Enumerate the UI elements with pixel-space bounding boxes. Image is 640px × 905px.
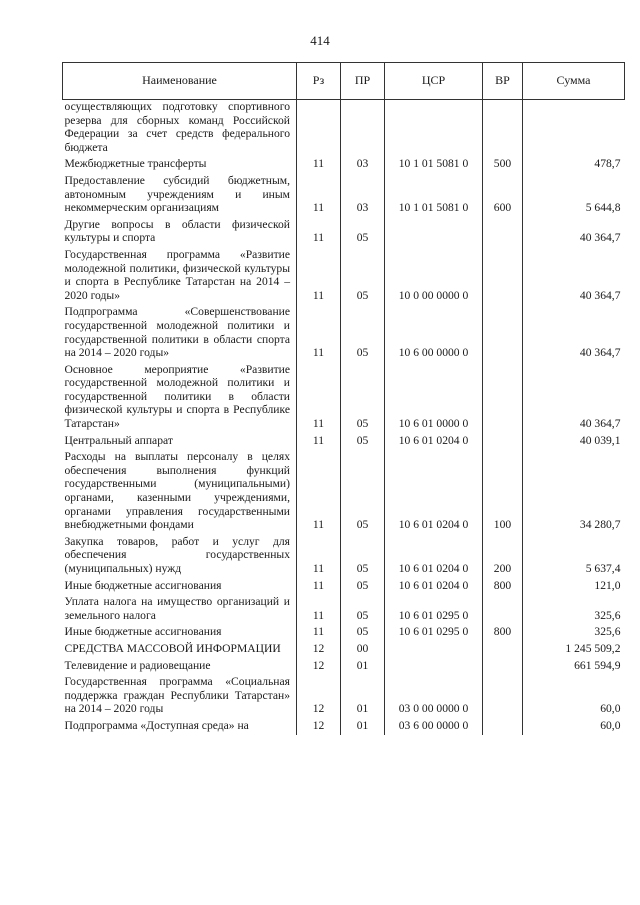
table-row (63, 674, 625, 718)
row-csr: 10 6 01 0204 0 (385, 578, 483, 595)
row-vr: 500 (483, 156, 523, 173)
row-sum: 121,0 (523, 578, 625, 595)
row-sum: 5 637,4 (523, 534, 625, 578)
header-pr: ПР (341, 63, 385, 100)
row-csr (385, 658, 483, 675)
row-pr: 05 (341, 594, 385, 624)
table-row (63, 449, 625, 534)
header-name: Наименование (63, 63, 297, 100)
table-row (63, 362, 625, 433)
row-sum: 325,6 (523, 624, 625, 641)
row-vr (483, 433, 523, 450)
row-name: Уплата налога на имущество организаций и земельного налога (63, 594, 297, 624)
row-rz: 12 (297, 718, 341, 735)
row-csr (385, 217, 483, 247)
table-header-row (63, 63, 625, 100)
row-vr: 800 (483, 624, 523, 641)
row-vr (483, 362, 523, 433)
row-vr (483, 217, 523, 247)
row-vr (483, 304, 523, 361)
row-vr (483, 658, 523, 675)
row-rz: 11 (297, 247, 341, 304)
table-row (63, 156, 625, 173)
row-rz: 11 (297, 173, 341, 217)
row-csr: 10 1 01 5081 0 (385, 173, 483, 217)
table-row (63, 641, 625, 658)
row-name: Иные бюджетные ассигнования (63, 624, 297, 641)
row-sum: 478,7 (523, 156, 625, 173)
row-pr: 03 (341, 173, 385, 217)
row-name: СРЕДСТВА МАССОВОЙ ИНФОРМАЦИИ (63, 641, 297, 658)
row-pr: 05 (341, 362, 385, 433)
row-pr: 05 (341, 449, 385, 534)
row-csr: 10 6 01 0295 0 (385, 624, 483, 641)
row-csr (385, 100, 483, 157)
row-pr: 01 (341, 674, 385, 718)
row-pr (341, 100, 385, 157)
row-rz: 11 (297, 624, 341, 641)
row-pr: 05 (341, 534, 385, 578)
row-sum (523, 100, 625, 157)
row-sum: 40 039,1 (523, 433, 625, 450)
row-csr: 10 0 00 0000 0 (385, 247, 483, 304)
header-csr: ЦСР (385, 63, 483, 100)
header-vr: ВР (483, 63, 523, 100)
table-row (63, 247, 625, 304)
row-name: Телевидение и радиовещание (63, 658, 297, 675)
row-sum: 60,0 (523, 674, 625, 718)
table-row (63, 433, 625, 450)
row-pr: 01 (341, 658, 385, 675)
row-vr (483, 641, 523, 658)
row-pr: 05 (341, 624, 385, 641)
row-sum: 661 594,9 (523, 658, 625, 675)
row-name: Центральный аппарат (63, 433, 297, 450)
row-rz: 11 (297, 594, 341, 624)
row-csr: 03 6 00 0000 0 (385, 718, 483, 735)
table-row (63, 718, 625, 735)
row-rz: 11 (297, 217, 341, 247)
row-rz: 11 (297, 362, 341, 433)
header-sum: Сумма (523, 63, 625, 100)
table-row (63, 100, 625, 157)
table-row (63, 594, 625, 624)
row-name: Закупка товаров, работ и услуг для обеспечения государственных (муниципальных) нужд (63, 534, 297, 578)
row-csr: 10 6 01 0204 0 (385, 534, 483, 578)
row-vr: 100 (483, 449, 523, 534)
table-row (63, 173, 625, 217)
row-sum: 40 364,7 (523, 362, 625, 433)
page-number: 414 (310, 33, 330, 48)
row-csr: 03 0 00 0000 0 (385, 674, 483, 718)
row-pr: 05 (341, 247, 385, 304)
budget-table (62, 62, 625, 735)
row-sum: 40 364,7 (523, 217, 625, 247)
row-sum: 5 644,8 (523, 173, 625, 217)
table-row (63, 658, 625, 675)
row-pr: 01 (341, 718, 385, 735)
header-rz: Рз (297, 63, 341, 100)
table-row (63, 534, 625, 578)
row-sum: 40 364,7 (523, 304, 625, 361)
row-vr (483, 247, 523, 304)
row-rz: 11 (297, 578, 341, 595)
table-row (63, 217, 625, 247)
row-rz: 11 (297, 449, 341, 534)
row-csr: 10 6 01 0204 0 (385, 449, 483, 534)
row-csr: 10 6 01 0295 0 (385, 594, 483, 624)
row-name: Государственная программа «Социальная поддержка граждан Республики Татарстан» на 2014 – 2020 годы (63, 674, 297, 718)
row-name: Предоставление субсидий бюджетным, автономным учреждениям и иным некоммерческим организациям (63, 173, 297, 217)
row-csr: 10 1 01 5081 0 (385, 156, 483, 173)
table-row (63, 304, 625, 361)
row-vr (483, 594, 523, 624)
row-sum: 325,6 (523, 594, 625, 624)
row-name: Основное мероприятие «Развитие государственной молодежной политики и государственной политики в области физической культуры и спорта в Республике Татарстан» (63, 362, 297, 433)
row-sum: 40 364,7 (523, 247, 625, 304)
row-rz: 12 (297, 674, 341, 718)
row-rz: 12 (297, 658, 341, 675)
row-vr: 200 (483, 534, 523, 578)
row-sum: 60,0 (523, 718, 625, 735)
row-csr: 10 6 01 0000 0 (385, 362, 483, 433)
row-rz: 11 (297, 156, 341, 173)
row-sum: 1 245 509,2 (523, 641, 625, 658)
row-vr: 600 (483, 173, 523, 217)
row-pr: 03 (341, 156, 385, 173)
row-vr (483, 674, 523, 718)
row-name: осуществляющих подготовку спортивного резерва для сборных команд Российской Федерации за счет средств федерального бюджета (63, 100, 297, 157)
row-name: Подпрограмма «Доступная среда» на (63, 718, 297, 735)
table-row (63, 624, 625, 641)
row-rz: 12 (297, 641, 341, 658)
row-name: Государственная программа «Развитие молодежной политики, физической культуры и спорта в Республике Татарстан на 2014 – 2020 годы» (63, 247, 297, 304)
row-pr: 05 (341, 578, 385, 595)
row-name: Подпрограмма «Совершенствование государственной молодежной политики и государственной политики в области спорта на 2014 – 2020 годы» (63, 304, 297, 361)
row-rz: 11 (297, 534, 341, 578)
row-rz: 11 (297, 304, 341, 361)
row-pr: 05 (341, 217, 385, 247)
row-name: Другие вопросы в области физической культуры и спорта (63, 217, 297, 247)
table-body (63, 100, 625, 735)
row-name: Расходы на выплаты персоналу в целях обеспечения выполнения функций государственными (муниципальными) органами, казенными учреждениями, органами управления государственными внебюджетными фондами (63, 449, 297, 534)
row-sum: 34 280,7 (523, 449, 625, 534)
row-name: Межбюджетные трансферты (63, 156, 297, 173)
row-pr: 00 (341, 641, 385, 658)
row-name: Иные бюджетные ассигнования (63, 578, 297, 595)
row-rz: 11 (297, 433, 341, 450)
row-pr: 05 (341, 304, 385, 361)
row-csr: 10 6 01 0204 0 (385, 433, 483, 450)
row-vr (483, 718, 523, 735)
row-rz (297, 100, 341, 157)
table-row (63, 578, 625, 595)
row-vr (483, 100, 523, 157)
row-pr: 05 (341, 433, 385, 450)
row-vr: 800 (483, 578, 523, 595)
row-csr (385, 641, 483, 658)
row-csr: 10 6 00 0000 0 (385, 304, 483, 361)
